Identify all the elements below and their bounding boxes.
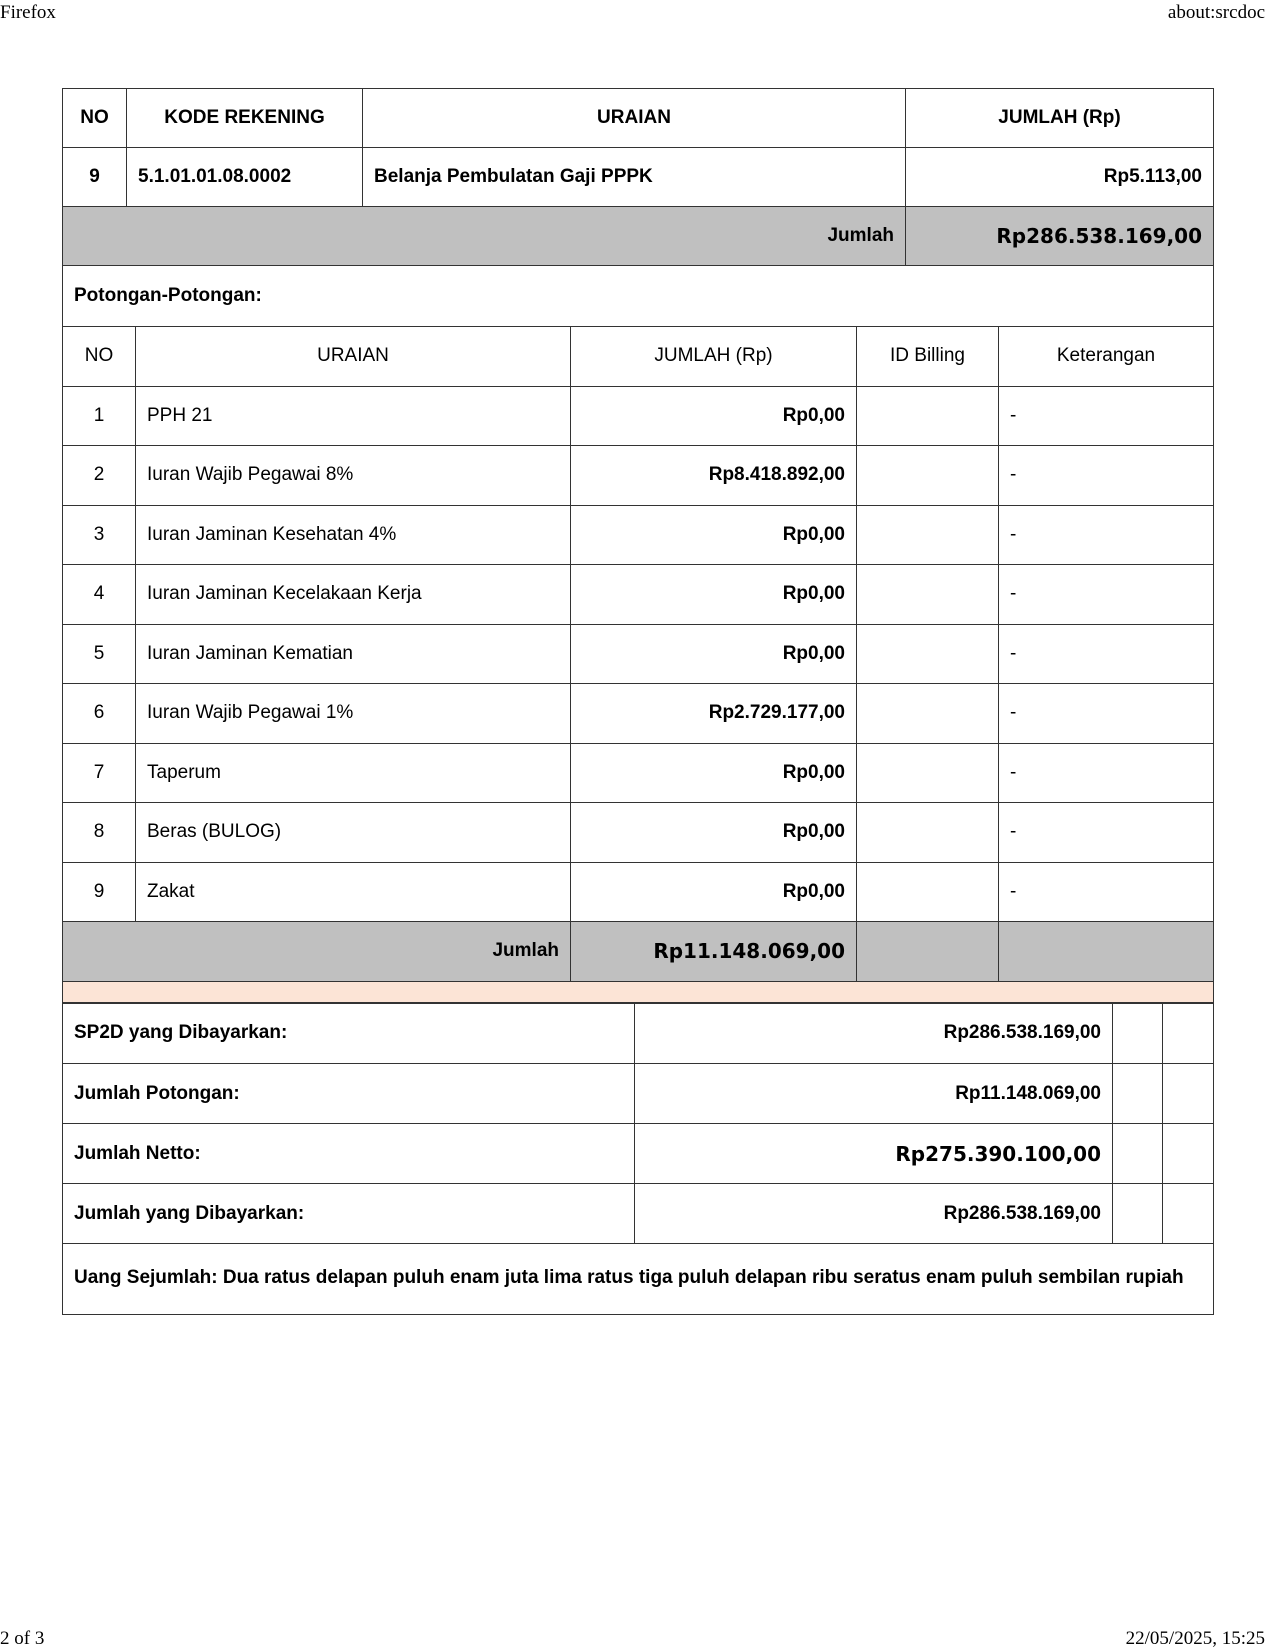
- row-uraian: Iuran Wajib Pegawai 8%: [136, 446, 571, 506]
- table-row: [63, 446, 1214, 506]
- header-jumlah: JUMLAH (Rp): [906, 89, 1214, 148]
- print-footer-timestamp: 22/05/2025, 15:25: [1125, 1628, 1265, 1649]
- row-uraian: Zakat: [136, 862, 571, 922]
- print-header-right: about:srcdoc: [1167, 2, 1265, 23]
- summary-empty-cell: [1163, 1184, 1214, 1244]
- row-id-billing: [857, 386, 999, 446]
- row-no: 9: [63, 862, 136, 922]
- row-id-billing: [857, 684, 999, 744]
- row-uraian: Iuran Jaminan Kematian: [136, 624, 571, 684]
- terbilang-text: Uang Sejumlah: Dua ratus delapan puluh enam juta lima ratus tiga puluh delapan ribu seratus enam puluh sembilan rupiah: [63, 1244, 1214, 1315]
- summary-row: [63, 1184, 1214, 1244]
- summary-label-netto: Jumlah Netto:: [63, 1124, 635, 1184]
- summary-value-netto: Rp275.390.100,00: [635, 1124, 1113, 1184]
- row-keterangan: -: [999, 803, 1214, 863]
- potongan-title: Potongan-Potongan:: [63, 266, 1214, 326]
- row-jumlah: Rp0,00: [571, 743, 857, 803]
- potongan-total-row: [63, 922, 1214, 982]
- row-keterangan: -: [999, 624, 1214, 684]
- summary-empty-cell: [1113, 1064, 1163, 1124]
- summary-value-dibayarkan: Rp286.538.169,00: [635, 1184, 1113, 1244]
- summary-table: [62, 1004, 1214, 1245]
- row-jumlah: Rp8.418.892,00: [571, 446, 857, 506]
- row-no: 3: [63, 505, 136, 565]
- row-uraian: Iuran Jaminan Kecelakaan Kerja: [136, 565, 571, 625]
- row-keterangan: -: [999, 446, 1214, 506]
- row-uraian: Taperum: [136, 743, 571, 803]
- table-row: [63, 743, 1214, 803]
- summary-empty-cell: [1113, 1184, 1163, 1244]
- header-uraian: URAIAN: [136, 327, 571, 387]
- row-id-billing: [857, 446, 999, 506]
- potongan-total-label: Jumlah: [63, 922, 571, 982]
- row-no: 1: [63, 386, 136, 446]
- potongan-header-row: [63, 327, 1214, 387]
- row-id-billing: [857, 565, 999, 625]
- table-row: [63, 803, 1214, 863]
- summary-row: [63, 1124, 1214, 1184]
- header-keterangan: Keterangan: [999, 327, 1214, 387]
- header-uraian: URAIAN: [363, 89, 906, 148]
- print-header-left: Firefox: [0, 2, 56, 23]
- row-keterangan: -: [999, 684, 1214, 744]
- belanja-total-row: [63, 207, 1214, 266]
- row-no: 2: [63, 446, 136, 506]
- potongan-total-value: Rp11.148.069,00: [571, 922, 857, 982]
- row-uraian: Iuran Jaminan Kesehatan 4%: [136, 505, 571, 565]
- table-row: [63, 565, 1214, 625]
- row-id-billing: [857, 862, 999, 922]
- belanja-total-value: Rp286.538.169,00: [906, 207, 1214, 266]
- header-id-billing: ID Billing: [857, 327, 999, 387]
- row-no: 9: [63, 148, 127, 207]
- summary-label-potongan: Jumlah Potongan:: [63, 1064, 635, 1124]
- summary-row: [63, 1064, 1214, 1124]
- row-jumlah: Rp0,00: [571, 862, 857, 922]
- row-no: 5: [63, 624, 136, 684]
- table-row: [63, 624, 1214, 684]
- summary-empty-cell: [1113, 1124, 1163, 1184]
- header-kode-rekening: KODE REKENING: [127, 89, 363, 148]
- belanja-table: [62, 88, 1214, 266]
- potongan-total-id-billing: [857, 922, 999, 982]
- row-keterangan: -: [999, 862, 1214, 922]
- table-row: [63, 148, 1214, 207]
- row-keterangan: -: [999, 565, 1214, 625]
- row-jumlah: Rp0,00: [571, 386, 857, 446]
- print-footer-page: 2 of 3: [0, 1628, 45, 1649]
- row-jumlah: Rp0,00: [571, 505, 857, 565]
- row-jumlah: Rp0,00: [571, 803, 857, 863]
- row-uraian: PPH 21: [136, 386, 571, 446]
- row-uraian: Iuran Wajib Pegawai 1%: [136, 684, 571, 744]
- potongan-table: [62, 327, 1214, 982]
- row-no: 8: [63, 803, 136, 863]
- row-keterangan: -: [999, 505, 1214, 565]
- header-no: NO: [63, 327, 136, 387]
- row-keterangan: -: [999, 386, 1214, 446]
- row-id-billing: [857, 743, 999, 803]
- table-row: [63, 386, 1214, 446]
- row-uraian: Beras (BULOG): [136, 803, 571, 863]
- row-id-billing: [857, 624, 999, 684]
- header-no: NO: [63, 89, 127, 148]
- summary-empty-cell: [1113, 1004, 1163, 1064]
- section-divider: [62, 982, 1214, 1004]
- row-no: 7: [63, 743, 136, 803]
- table-row: [63, 505, 1214, 565]
- table-row: [63, 684, 1214, 744]
- summary-empty-cell: [1163, 1064, 1214, 1124]
- summary-empty-cell: [1163, 1124, 1214, 1184]
- row-no: 4: [63, 565, 136, 625]
- summary-row: [63, 1004, 1214, 1064]
- terbilang-table: [62, 1244, 1214, 1315]
- summary-label-dibayarkan: Jumlah yang Dibayarkan:: [63, 1184, 635, 1244]
- row-jumlah: Rp5.113,00: [906, 148, 1214, 207]
- summary-value-sp2d: Rp286.538.169,00: [635, 1004, 1113, 1064]
- summary-empty-cell: [1163, 1004, 1214, 1064]
- row-id-billing: [857, 505, 999, 565]
- summary-value-potongan: Rp11.148.069,00: [635, 1064, 1113, 1124]
- row-jumlah: Rp0,00: [571, 565, 857, 625]
- header-jumlah: JUMLAH (Rp): [571, 327, 857, 387]
- potongan-total-keterangan: [999, 922, 1214, 982]
- row-uraian: Belanja Pembulatan Gaji PPPK: [363, 148, 906, 207]
- document-body: [62, 88, 1214, 1315]
- row-jumlah: Rp2.729.177,00: [571, 684, 857, 744]
- row-keterangan: -: [999, 743, 1214, 803]
- belanja-total-label: Jumlah: [63, 207, 906, 266]
- belanja-header-row: [63, 89, 1214, 148]
- row-jumlah: Rp0,00: [571, 624, 857, 684]
- row-kode: 5.1.01.01.08.0002: [127, 148, 363, 207]
- potongan-section-title: [62, 266, 1214, 327]
- table-row: [63, 862, 1214, 922]
- summary-label-sp2d: SP2D yang Dibayarkan:: [63, 1004, 635, 1064]
- row-id-billing: [857, 803, 999, 863]
- row-no: 6: [63, 684, 136, 744]
